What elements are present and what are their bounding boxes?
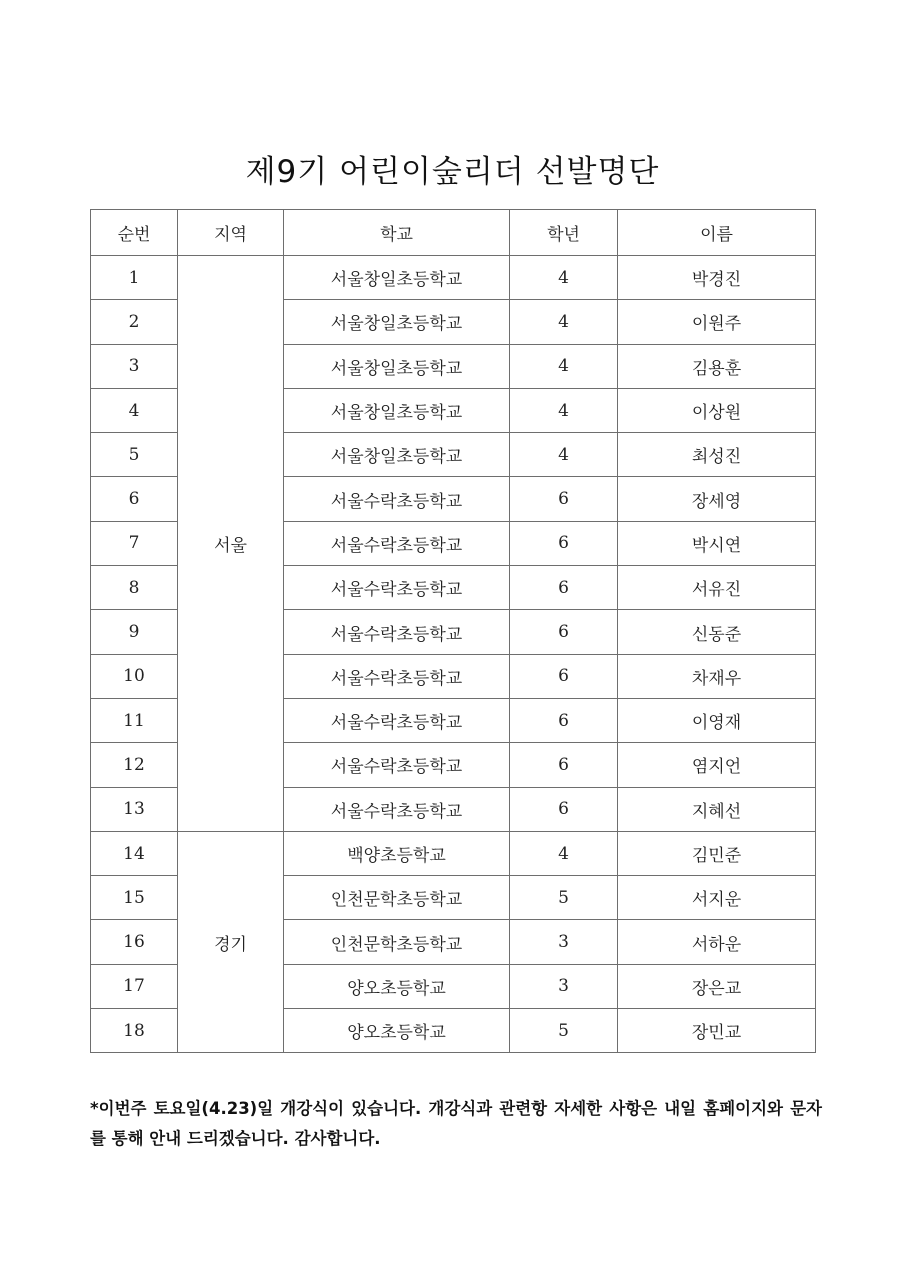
cell-no: 10: [91, 654, 178, 698]
cell-name: 박시연: [618, 521, 816, 565]
cell-name: 서유진: [618, 566, 816, 610]
cell-grade: 4: [510, 300, 618, 344]
cell-no: 8: [91, 566, 178, 610]
cell-name: 장세영: [618, 477, 816, 521]
roster-body: [91, 256, 816, 1053]
cell-school: 백양초등학교: [284, 831, 510, 875]
cell-school: 서울수락초등학교: [284, 654, 510, 698]
cell-name: 김용훈: [618, 344, 816, 388]
cell-school: 양오초등학교: [284, 964, 510, 1008]
cell-no: 12: [91, 743, 178, 787]
cell-no: 3: [91, 344, 178, 388]
cell-no: 6: [91, 477, 178, 521]
cell-school: 서울수락초등학교: [284, 477, 510, 521]
cell-region: 서울: [178, 256, 284, 832]
cell-school: 서울수락초등학교: [284, 698, 510, 742]
cell-grade: 6: [510, 477, 618, 521]
table-row: [91, 256, 816, 300]
cell-name: 장은교: [618, 964, 816, 1008]
cell-region: 경기: [178, 831, 284, 1052]
cell-no: 14: [91, 831, 178, 875]
cell-no: 1: [91, 256, 178, 300]
cell-grade: 4: [510, 831, 618, 875]
cell-grade: 3: [510, 964, 618, 1008]
cell-name: 장민교: [618, 1009, 816, 1053]
notice-text: *이번주 토요일(4.23)일 개강식이 있습니다. 개강식과 관련항 자세한 사항은 내일 홈페이지와 문자를 통해 안내 드리겠습니다. 감사합니다.: [90, 1099, 822, 1148]
cell-no: 11: [91, 698, 178, 742]
table-row: [91, 831, 816, 875]
cell-school: 서울수락초등학교: [284, 566, 510, 610]
cell-name: 이영재: [618, 698, 816, 742]
cell-grade: 5: [510, 876, 618, 920]
cell-name: 최성진: [618, 433, 816, 477]
cell-name: 염지언: [618, 743, 816, 787]
cell-name: 이원주: [618, 300, 816, 344]
cell-grade: 6: [510, 610, 618, 654]
cell-no: 2: [91, 300, 178, 344]
cell-no: 4: [91, 388, 178, 432]
cell-school: 서울창일초등학교: [284, 300, 510, 344]
roster-table: [90, 209, 816, 1053]
cell-no: 7: [91, 521, 178, 565]
cell-no: 18: [91, 1009, 178, 1053]
header-no: 순번: [91, 210, 178, 256]
cell-grade: 6: [510, 654, 618, 698]
cell-no: 16: [91, 920, 178, 964]
cell-grade: 4: [510, 256, 618, 300]
cell-school: 서울창일초등학교: [284, 388, 510, 432]
cell-school: 서울수락초등학교: [284, 521, 510, 565]
cell-school: 서울창일초등학교: [284, 256, 510, 300]
page-title: 제9기 어린이숲리더 선발명단: [245, 154, 660, 190]
cell-grade: 4: [510, 344, 618, 388]
cell-name: 지혜선: [618, 787, 816, 831]
cell-grade: 6: [510, 743, 618, 787]
cell-no: 17: [91, 964, 178, 1008]
cell-name: 신동준: [618, 610, 816, 654]
cell-name: 서하운: [618, 920, 816, 964]
cell-school: 서울창일초등학교: [284, 433, 510, 477]
cell-name: 김민준: [618, 831, 816, 875]
header-name: 이름: [618, 210, 816, 256]
cell-grade: 6: [510, 521, 618, 565]
cell-no: 5: [91, 433, 178, 477]
header-region: 지역: [178, 210, 284, 256]
cell-grade: 6: [510, 698, 618, 742]
cell-no: 15: [91, 876, 178, 920]
cell-school: 서울창일초등학교: [284, 344, 510, 388]
cell-grade: 5: [510, 1009, 618, 1053]
cell-name: 서지운: [618, 876, 816, 920]
cell-school: 서울수락초등학교: [284, 743, 510, 787]
cell-grade: 4: [510, 433, 618, 477]
cell-school: 인천문학초등학교: [284, 876, 510, 920]
cell-grade: 4: [510, 388, 618, 432]
header-school: 학교: [284, 210, 510, 256]
cell-no: 9: [91, 610, 178, 654]
cell-name: 박경진: [618, 256, 816, 300]
cell-name: 이상원: [618, 388, 816, 432]
cell-school: 서울수락초등학교: [284, 610, 510, 654]
header-grade: 학년: [510, 210, 618, 256]
cell-school: 양오초등학교: [284, 1009, 510, 1053]
cell-grade: 6: [510, 566, 618, 610]
table-header-row: [91, 210, 816, 256]
cell-school: 서울수락초등학교: [284, 787, 510, 831]
cell-name: 차재우: [618, 654, 816, 698]
cell-no: 13: [91, 787, 178, 831]
cell-grade: 6: [510, 787, 618, 831]
cell-school: 인천문학초등학교: [284, 920, 510, 964]
cell-grade: 3: [510, 920, 618, 964]
